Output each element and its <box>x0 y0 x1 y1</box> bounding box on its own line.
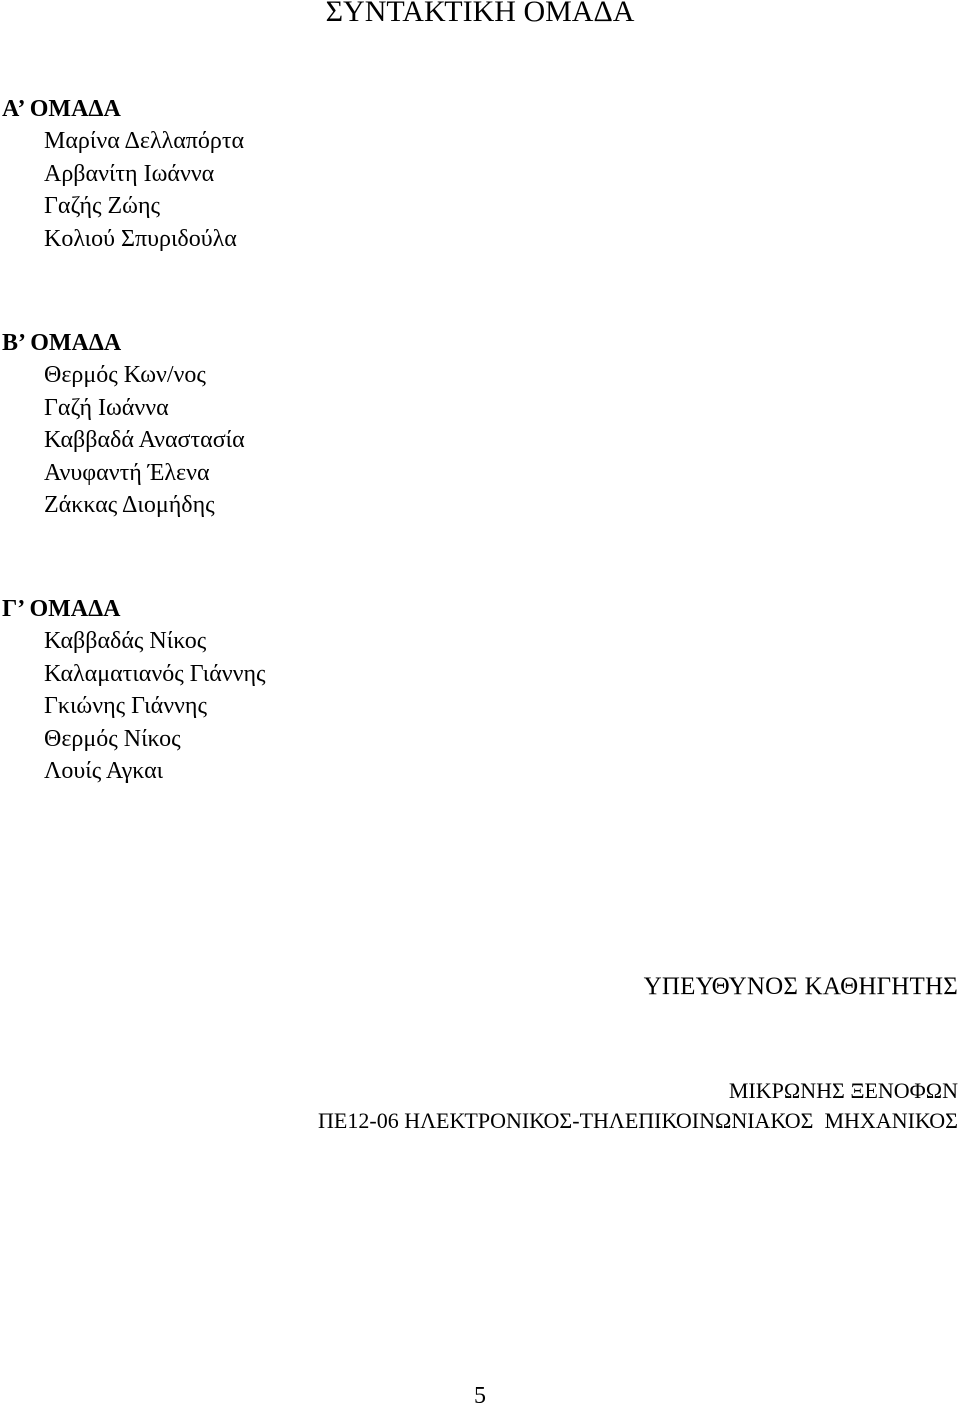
team-member: Καλαματιανός Γιάννης <box>44 660 266 687</box>
supervisor-role: ΠΕ12-06 ΗΛΕΚΤΡΟΝΙΚΟΣ-ΤΗΛΕΠΙΚΟΙΝΩΝΙΑΚΟΣ ΜΗΧΑΝΙΚΟΣ <box>318 1108 958 1133</box>
team-heading: Β’ ΟΜΑΔΑ <box>2 330 122 356</box>
supervisor-title: ΥΠΕΥΘΥΝΟΣ ΚΑΘΗΓΗΤΗΣ <box>643 973 958 1000</box>
team-member: Μαρίνα Δελλαπόρτα <box>44 128 245 154</box>
team-member-list <box>0 625 266 788</box>
team-c-section <box>0 593 266 788</box>
page-number: 5 <box>474 1383 486 1409</box>
team-member-list <box>0 359 245 522</box>
team-heading: Γ’ ΟΜΑΔΑ <box>2 596 121 622</box>
team-a-section <box>0 93 244 255</box>
team-member: Γαζή Ιωάννα <box>44 394 169 421</box>
team-member: Λουίς Αγκαι <box>44 758 164 784</box>
team-member-list <box>0 125 244 255</box>
team-heading: Α’ ΟΜΑΔΑ <box>2 96 121 122</box>
page-title: ΣΥΝΤΑΚΤΙΚΗ ΟΜΑΔΑ <box>325 0 635 28</box>
team-member: Θερμός Νίκος <box>44 725 181 752</box>
team-member: Γκιώνης Γιάννης <box>44 693 207 719</box>
team-member: Καββαδά Αναστασία <box>44 427 245 453</box>
team-member: Γαζής Ζώης <box>44 193 161 219</box>
team-member: Κολιού Σπυριδούλα <box>44 225 237 252</box>
team-member: Ζάκκας Διομήδης <box>44 492 215 518</box>
team-member: Ανυφαντή Έλενα <box>44 459 210 486</box>
supervisor-name: ΜΙΚΡΩΝΗΣ ΞΕΝΟΦΩΝ <box>728 1078 958 1103</box>
team-member: Αρβανίτη Ιωάννα <box>44 160 215 187</box>
team-member: Καββαδάς Νίκος <box>44 628 207 654</box>
team-b-section <box>0 327 245 522</box>
team-member: Θερμός Κων/νος <box>44 362 206 388</box>
